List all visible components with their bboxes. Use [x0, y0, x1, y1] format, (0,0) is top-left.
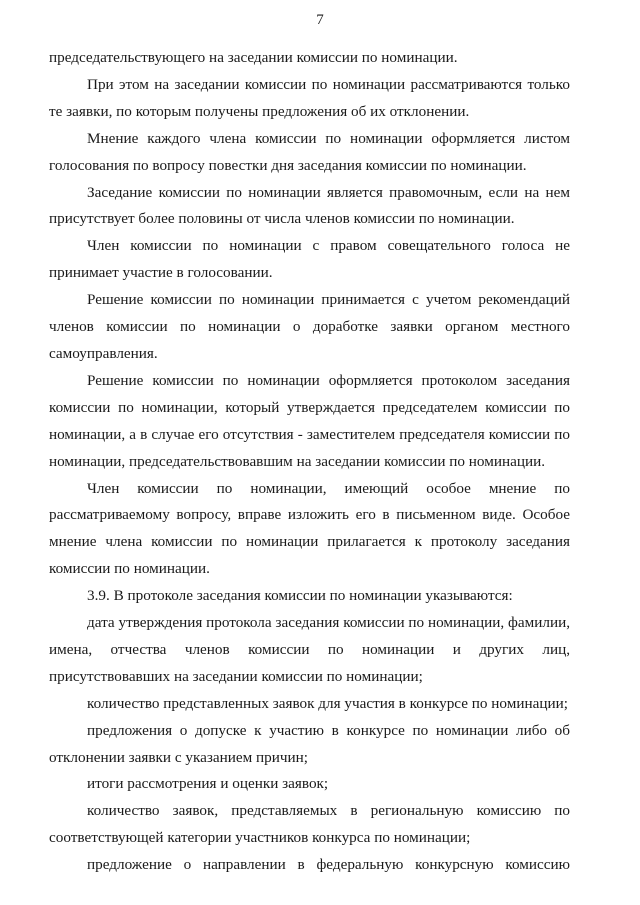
- paragraph: При этом на заседании комиссии по номинации рассматриваются только те заявки, по которым получены предложения об их отклонении.: [49, 75, 570, 120]
- paragraph: Член комиссии по номинации, имеющий особое мнение по рассматриваемому вопросу, вправе изложить его в письменном виде. Особое мнение члена комиссии по номинации прилагается к протоколу заседания комиссии по номинации.: [49, 479, 570, 578]
- paragraph: итоги рассмотрения и оценки заявок;: [87, 775, 329, 793]
- paragraph: предложение о направлении в федеральную конкурсную комиссию: [87, 856, 570, 874]
- paragraph: Решение комиссии по номинации принимается с учетом рекомендаций членов комиссии по номинации о доработке заявки органом местного самоуправления.: [49, 291, 570, 362]
- paragraph: дата утверждения протокола заседания комиссии по номинации, фамилии, имена, отчества членов комиссии по номинации и других лиц, присутствовавших на заседании комиссии по номинации;: [49, 614, 570, 685]
- paragraph: председательствующего на заседании комиссии по номинации.: [49, 49, 458, 66]
- paragraph: 3.9. В протоколе заседания комиссии по номинации указываются:: [87, 587, 513, 605]
- paragraph: Заседание комиссии по номинации является правомочным, если на нем присутствует более половины от числа членов комиссии по номинации.: [49, 183, 570, 228]
- paragraph: предложения о допуске к участию в конкурсе по номинации либо об отклонении заявки с указанием причин;: [49, 721, 570, 766]
- paragraph: Решение комиссии по номинации оформляется протоколом заседания комиссии по номинации, который утверждается председателем комиссии по номинации, а в случае его отсутствия - заместителем председателя комиссии по номинации, председательствовавшим на заседании комиссии по номинации.: [49, 371, 570, 470]
- document-body: [49, 45, 570, 879]
- paragraph: Мнение каждого члена комиссии по номинации оформляется листом голосования по вопросу повестки дня заседания комиссии по номинации.: [49, 129, 570, 174]
- paragraph: количество заявок, представляемых в региональную комиссию по соответствующей категории участников конкурса по номинации;: [49, 802, 570, 847]
- paragraph: Член комиссии по номинации с правом совещательного голоса не принимает участие в голосовании.: [49, 237, 570, 282]
- paragraph: количество представленных заявок для участия в конкурсе по номинации;: [87, 694, 568, 712]
- page-number: 7: [316, 12, 324, 28]
